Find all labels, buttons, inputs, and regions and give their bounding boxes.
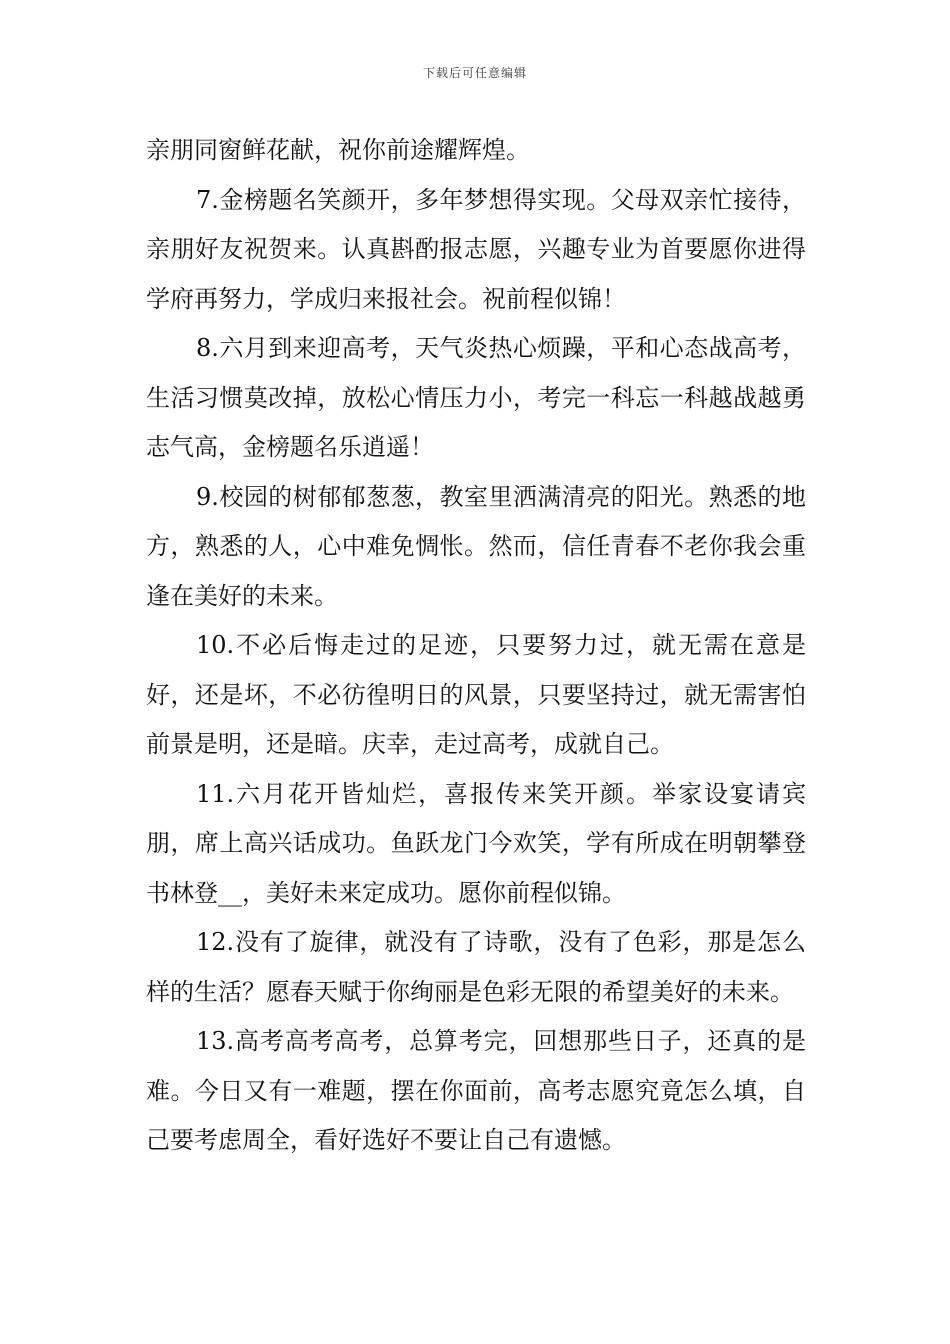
paragraph-7: 7.金榜题名笑颜开，多年梦想得实现。父母双亲忙接待，亲朋好友祝贺来。认真斟酌报志愿，兴趣专业为首要愿你进得学府再努力，学成归来报社会。祝前程似锦！ [146,185,806,313]
page-header: 下载后可任意编辑 [422,66,527,80]
paragraph-continued: 亲朋同窗鲜花献，祝你前途耀辉煌。 [146,136,530,164]
paragraph-9: 9.校园的树郁郁葱葱，教室里洒满清亮的阳光。熟悉的地方，熟悉的人，心中难免惆怅。然而，信任青春不老你我会重逢在美好的未来。 [146,482,806,610]
paragraph-10: 10.不必后悔走过的足迹，只要努力过，就无需在意是好，还是坏，不必彷徨明日的风景，只要坚持过，就无需害怕前景是明，还是暗。庆幸，走过高考，成就自己。 [146,631,806,758]
paragraph-12: 12.没有了旋律，就没有了诗歌，没有了色彩，那是怎么样的生活？愿春天赋于你绚丽是色彩无限的希望美好的未来。 [146,928,806,1006]
paragraph-11: 11.六月花开皆灿烂，喜报传来笑开颜。举家设宴请宾朋，席上高兴话成功。鱼跃龙门今欢笑，学有所成在明朝攀登书林登__，美好未来定成功。愿你前程似锦。 [146,779,806,907]
paragraph-8: 8.六月到来迎高考，天气炎热心烦躁，平和心态战高考，生活习惯莫改掉，放松心情压力小，考完一科忘一科越战越勇志气高，金榜题名乐逍遥！ [146,334,806,461]
document-body [146,126,806,1166]
paragraph-13: 13.高考高考高考，总算考完，回想那些日子，还真的是难。今日又有一难题，摆在你面前，高考志愿究竟怎么填，自己要考虑周全，看好选好不要让自己有遗憾。 [146,1027,806,1154]
